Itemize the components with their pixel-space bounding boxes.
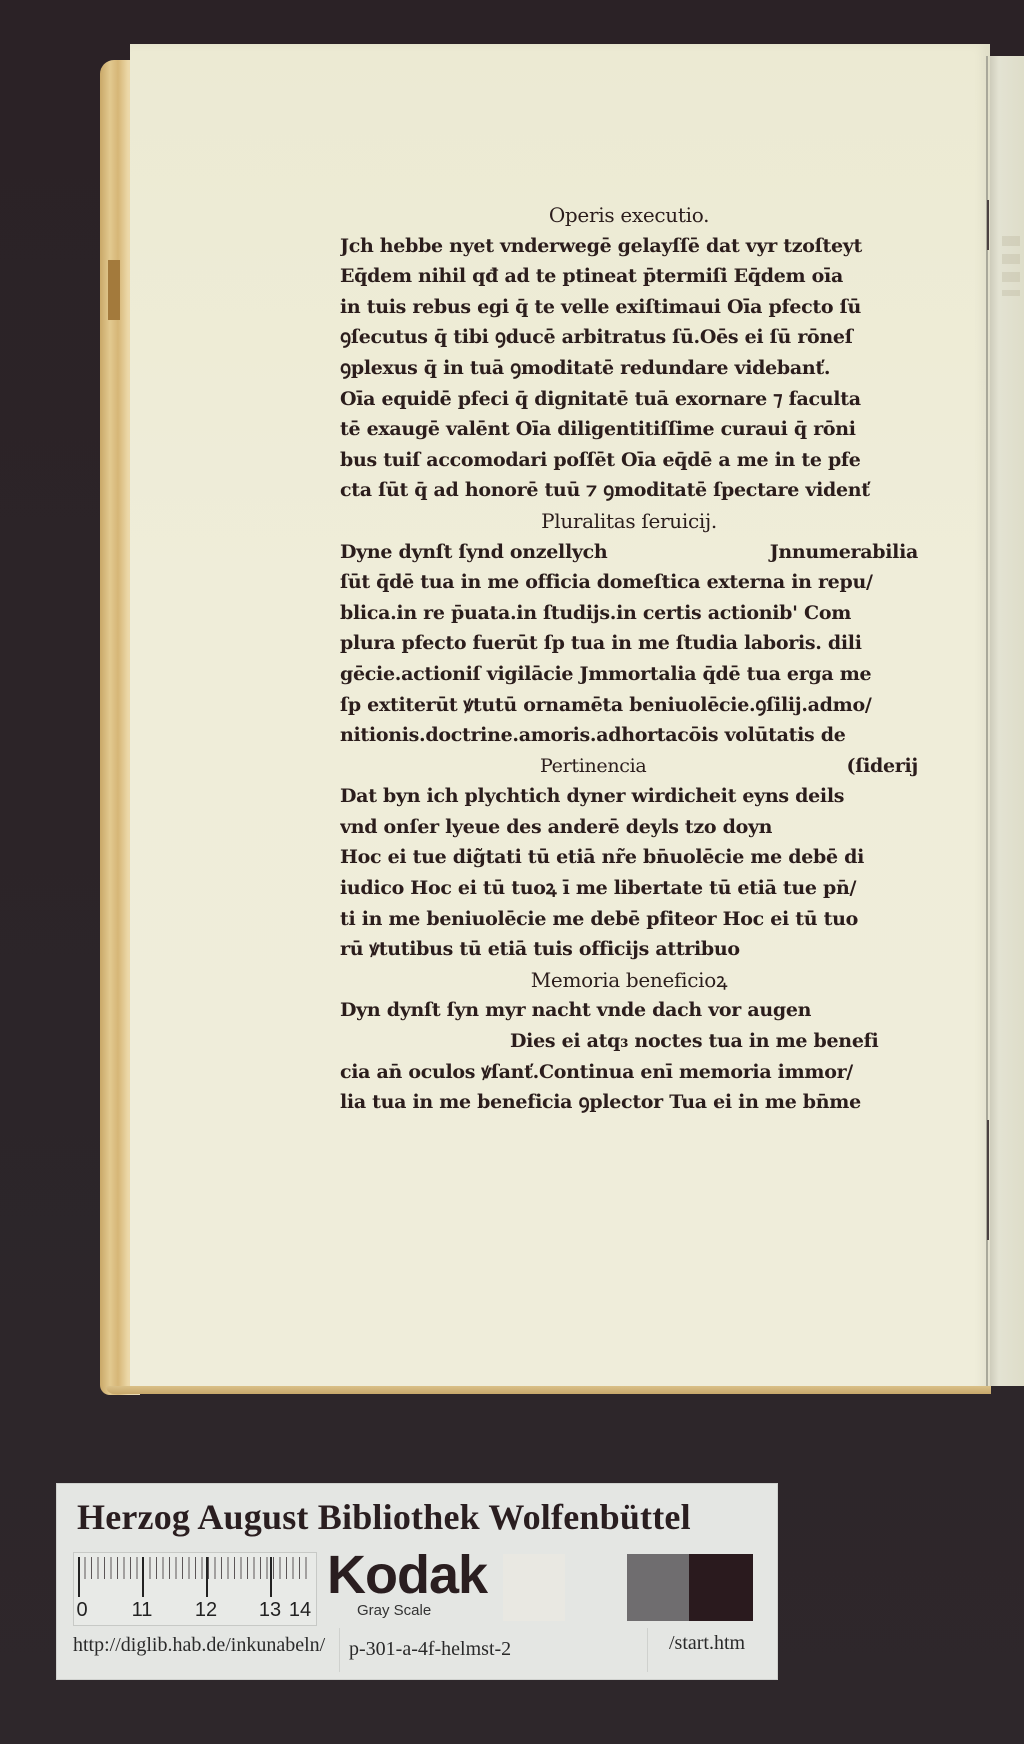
show-through-text	[1002, 236, 1020, 296]
library-label-card	[56, 1483, 778, 1680]
gray-scale-label: Gray Scale	[357, 1602, 432, 1619]
text-line: ſūt q̄dē tua in me officia domeſtica externa in repu/	[340, 571, 873, 594]
ruler-number: 11	[131, 1599, 153, 1621]
facing-page-edge	[988, 56, 1024, 1386]
library-name: Herzog August Bibliothek Wolfenbüttel	[77, 1497, 691, 1537]
kodak-logo: Kodak	[327, 1545, 488, 1605]
line-right: Jnnumerabilia	[769, 540, 918, 563]
text-line: Jch hebbe nyet vnderwegē gelayſſē dat vyr tzoſteyt	[340, 234, 862, 257]
text-line: Dies ei atq₃ noctes tua in me benefi	[510, 1030, 879, 1053]
text-line: Oīa equidē pfeci q̄ dignitatē tuā exornare ⁊ faculta	[340, 387, 861, 410]
text-line: lia tua in me beneficia ꝯplector Tua ei in me bn̄me	[340, 1091, 861, 1114]
text-line: vnd onſer lyeue des anderē deyls tzo doyn	[340, 815, 773, 838]
ruler-number: 14	[288, 1599, 312, 1621]
text-line: ꝯplexus q̄ in tuā ꝯmoditatē redundare videbanť.	[340, 356, 831, 379]
text-line: cta ſūt q̄ ad honorē tuū ⁊ ꝯmoditatē ſpectare videnť	[340, 479, 870, 502]
text-line: Hoc ei tue dig̃tati tū etiā nr̃e bn̄uolēcie me debē di	[340, 846, 865, 869]
ruler-major-tick	[142, 1557, 144, 1597]
text-line: cia an̄ oculos ꝟſanť.Continua enī memoria immor/	[340, 1060, 853, 1083]
text-line: ꝯſecutus q̄ tibi ꝯducē arbitratus ſū.Oēs ei ſū rōneſ	[340, 326, 853, 349]
text-line: plura pfecto fuerūt ſp tua in me ſtudia laboris. dili	[340, 632, 862, 655]
text-line: Dyn dynſt ſyn myr nacht vnde dach vor augen	[340, 999, 812, 1022]
divider	[647, 1628, 648, 1672]
text-line: bus tuiſ accomodari poſſēt Oīa eq̄dē a me in te pfe	[340, 448, 861, 471]
line-left: Dyne dynſt ſynd onzellych	[340, 540, 608, 563]
shelfmark: p-301-a-4f-helmst-2	[349, 1638, 512, 1660]
url-end: /start.htm	[669, 1632, 746, 1654]
ruler-major-tick	[78, 1557, 80, 1597]
swatch-white	[503, 1554, 565, 1621]
text-line: gēcie.actioniſ vigilācie Jmmortalia q̄dē tua erga me	[340, 662, 872, 685]
text-line: rū ꝟtutibus tū etiā tuis officijs attribuo	[340, 938, 740, 961]
text-line: nitionis.doctrine.amoris.adhortacōis volūtatis de	[340, 724, 846, 747]
line-right: (ſiderij	[846, 754, 918, 777]
ruler-number: 13	[258, 1599, 282, 1621]
binding-stitch	[987, 200, 989, 250]
text-line: ſp extiterūt ꝟtutū ornamēta beniuolēcie.ꝯſilij.admo/	[340, 693, 872, 716]
text-line: blica.in re p̄uata.in ſtudijs.in certis actionib' Com	[340, 601, 852, 624]
swatch-gray	[627, 1554, 689, 1621]
line-left: Pertinencia	[540, 754, 647, 777]
text-line: in tuis rebus egi q̄ te velle exiſtimaui Oīa pfecto ſū	[340, 295, 861, 318]
section-heading: Memoria beneficioꝝ	[530, 967, 728, 992]
text-column	[340, 200, 918, 1118]
ruler-number: 12	[194, 1599, 218, 1621]
divider	[339, 1628, 340, 1672]
section-heading: Operis executio.	[548, 203, 710, 227]
ruler-minor-ticks	[78, 1557, 312, 1597]
section-heading	[340, 751, 918, 782]
ruler-number: 0	[76, 1599, 88, 1621]
bookmark-tab	[108, 260, 120, 320]
text-line: Dat byn ich plychtich dyner wirdicheit eyns deils	[340, 785, 845, 808]
text-line: ti in me beniuolēcie me debē pfiteor Hoc ei tū tuo	[340, 907, 858, 930]
page-bottom-edge	[106, 1386, 991, 1394]
url-base: http://diglib.hab.de/inkunabeln/	[73, 1634, 326, 1656]
text-line: iudico Hoc ei tū tuoꝝ ī me libertate tū etiā tue pn̄/	[340, 877, 857, 900]
ruler-major-tick	[270, 1557, 272, 1597]
binding-stitch	[987, 1120, 989, 1240]
text-line	[340, 537, 918, 568]
ruler-major-tick	[206, 1557, 208, 1597]
section-heading: Pluralitas ſeruicij.	[541, 508, 717, 533]
text-line: tē exaugē valēnt Oīa diligentitiſſime curaui q̄ rōni	[340, 418, 856, 441]
text-line: Eq̄dem nihil qđ ad te ptineat p̄termiſi Eq̄dem oīa	[340, 265, 843, 288]
swatch-black	[689, 1554, 753, 1621]
scale-ruler	[73, 1552, 317, 1626]
